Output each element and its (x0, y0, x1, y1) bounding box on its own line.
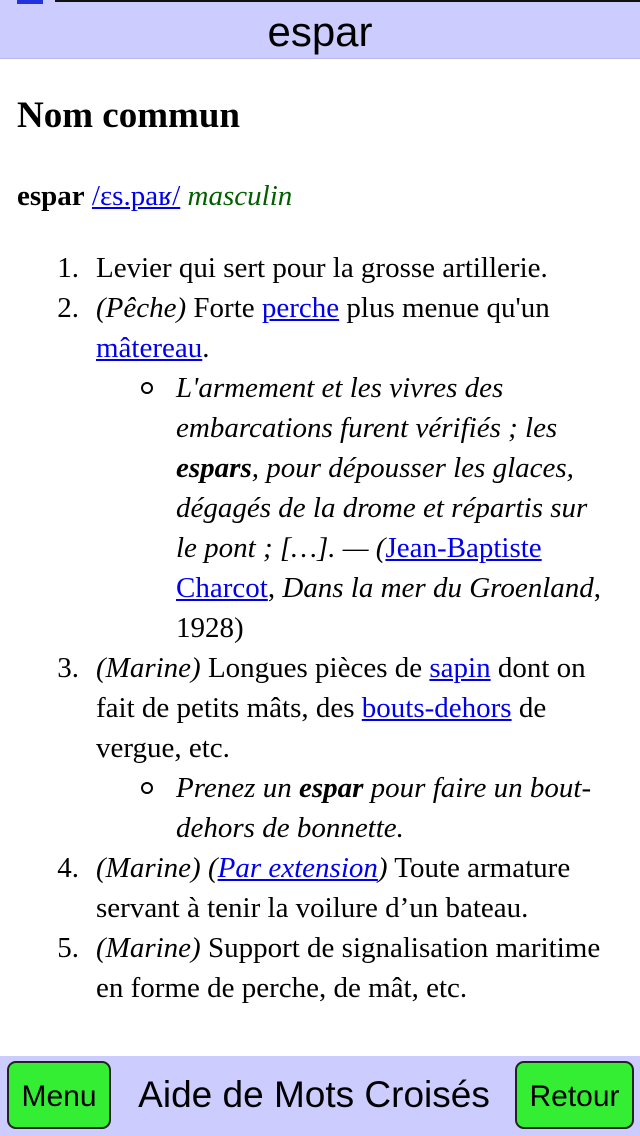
example-headword: espar (298, 772, 364, 804)
paren-open: ( (207, 852, 218, 884)
definition-content[interactable] (0, 58, 640, 1056)
citation-text: , (267, 572, 276, 604)
bottom-toolbar (0, 1056, 640, 1136)
sense-text: Levier qui sert pour la grosse artillerie. (96, 252, 548, 284)
sense-5 (0, 928, 640, 1008)
sense-number: 1. (57, 252, 79, 284)
sense-text: plus menue qu'un (346, 292, 550, 324)
sense-text: dont on fait de petits mâts, des (96, 652, 586, 724)
link-matereau[interactable]: mâtereau (96, 332, 203, 364)
headword-line (17, 178, 292, 214)
examples-list (96, 368, 626, 648)
example-headword: espars (176, 452, 252, 484)
senses-list (0, 248, 640, 1008)
domain-label: (Marine) (96, 652, 201, 684)
section-heading: Nom commun (17, 95, 241, 136)
sense-text: de vergue, etc. (96, 692, 547, 764)
citation-year: , 1928) (176, 572, 602, 644)
page-title: espar (267, 8, 373, 55)
title-bar (0, 0, 640, 59)
pronunciation-link[interactable]: /ɛs.paʁ/ (91, 180, 181, 212)
example-quote (96, 768, 626, 848)
link-perche[interactable]: perche (261, 292, 340, 324)
top-divider (55, 0, 640, 2)
sense-number: 3. (57, 652, 79, 684)
sense-2 (0, 288, 640, 648)
sense-number: 4. (57, 852, 79, 884)
example-text: pour faire un bout-dehors de bonnette. (176, 772, 592, 844)
domain-label: (Pêche) (96, 292, 187, 324)
citation-work: Dans la mer du Groenland (282, 572, 594, 604)
headword: espar (17, 180, 85, 212)
sense-text: . (202, 332, 210, 364)
sense-text: Support de signalisation maritime en forme de perche, de mât, etc. (96, 932, 601, 1004)
paren-close: ) (377, 852, 388, 884)
sense-text: Longues pièces de (207, 652, 423, 684)
link-par-extension[interactable]: Par extension (217, 852, 378, 884)
sense-1 (0, 248, 640, 288)
menu-button[interactable]: Menu (7, 1061, 111, 1129)
example-text: Prenez un (176, 772, 292, 804)
link-sapin[interactable]: sapin (429, 652, 491, 684)
back-button[interactable]: Retour (515, 1061, 634, 1129)
sense-text: Forte (193, 292, 255, 324)
domain-label: (Marine) (96, 852, 201, 884)
gender-label: masculin (187, 180, 293, 212)
circle-bullet-icon (141, 782, 153, 794)
sense-3 (0, 648, 640, 848)
sense-number: 5. (57, 932, 79, 964)
example-quote (96, 368, 626, 648)
circle-bullet-icon (141, 382, 153, 394)
link-bouts-dehors[interactable]: bouts-dehors (361, 692, 512, 724)
sense-number: 2. (57, 292, 79, 324)
examples-list (96, 768, 626, 848)
sense-text: Toute armature servant à tenir la voilure d’un bateau. (96, 852, 571, 924)
sense-4 (0, 848, 640, 928)
example-text: , pour dépousser les glaces, dégagés de la drome et répartis sur le pont ; […]. — ( (176, 452, 588, 564)
top-left-link-fragment[interactable] (17, 0, 43, 4)
link-author[interactable]: Jean-Baptiste Charcot (176, 532, 542, 604)
domain-label: (Marine) (96, 932, 201, 964)
example-text: L'armement et les vivres des embarcations furent vérifiés ; les (176, 372, 558, 444)
app-title: Aide de Mots Croisés (138, 1074, 490, 1115)
